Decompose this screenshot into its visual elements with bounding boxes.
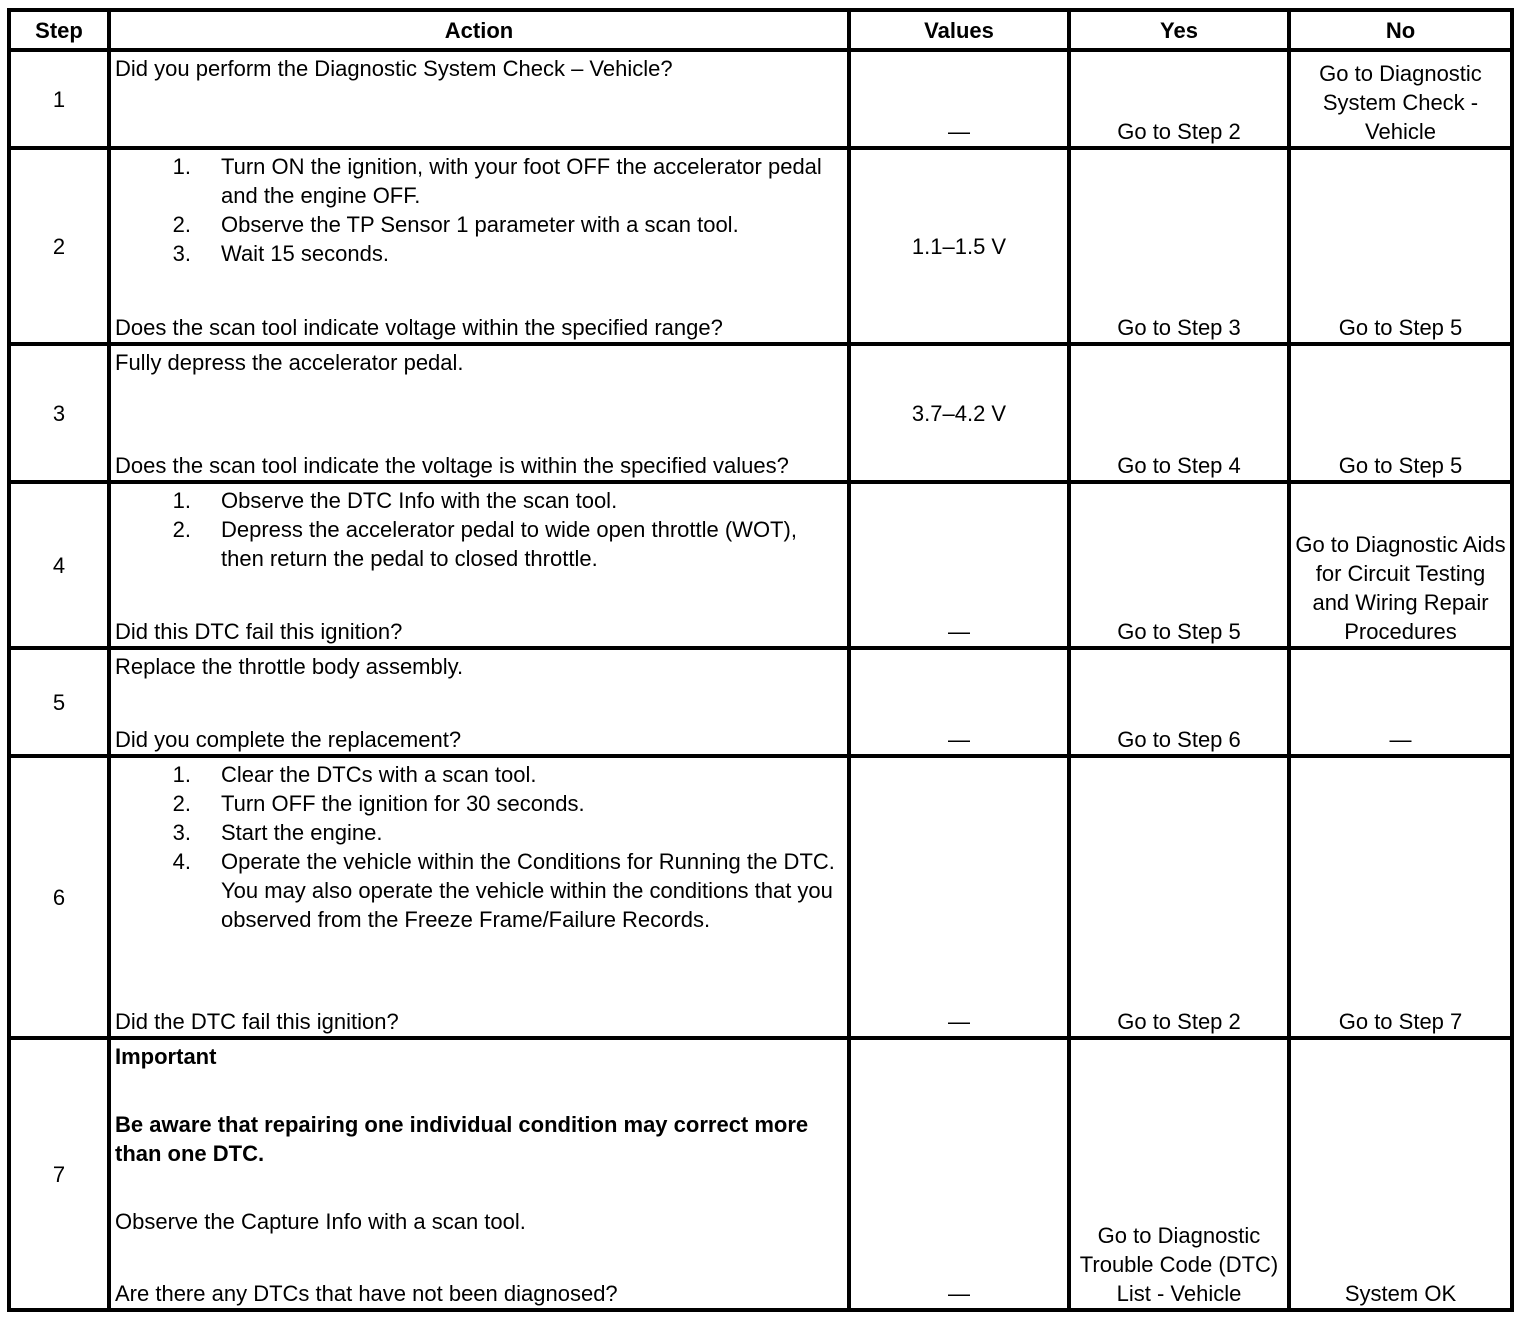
diagnostic-table bbox=[7, 8, 1514, 1312]
action-cell bbox=[109, 648, 849, 756]
action-text: Observe the Capture Info with a scan tool. bbox=[115, 1209, 526, 1234]
yes-cell: Go to Step 2 bbox=[1069, 50, 1289, 148]
table-row bbox=[9, 344, 1512, 482]
list-item: 1. Clear the DTCs with a scan tool. bbox=[172, 762, 537, 787]
no-cell: Go to Diagnostic Aids for Circuit Testing and Wiring Repair Procedures bbox=[1289, 482, 1512, 648]
no-cell: Go to Step 5 bbox=[1289, 148, 1512, 344]
value-cell: — bbox=[849, 648, 1069, 756]
header-action: Action bbox=[109, 10, 849, 50]
step-number: 7 bbox=[9, 1038, 109, 1310]
table-row bbox=[9, 756, 1512, 1038]
value-cell: — bbox=[849, 1038, 1069, 1310]
header-no: No bbox=[1289, 10, 1512, 50]
action-cell bbox=[109, 756, 849, 1038]
value-cell: — bbox=[849, 482, 1069, 648]
list-item: 3. Wait 15 seconds. bbox=[172, 241, 389, 266]
action-question: Are there any DTCs that have not been diagnosed? bbox=[115, 1281, 618, 1306]
action-question: Did this DTC fail this ignition? bbox=[115, 619, 403, 644]
important-heading: Important bbox=[115, 1044, 217, 1069]
table-row bbox=[9, 50, 1512, 148]
table-row bbox=[9, 648, 1512, 756]
action-text: Replace the throttle body assembly. bbox=[115, 654, 464, 679]
step-number: 3 bbox=[9, 344, 109, 482]
table-row bbox=[9, 148, 1512, 344]
list-item: 2. Depress the accelerator pedal to wide open throttle (WOT), then return the pedal to closed throttle. bbox=[172, 517, 797, 571]
action-cell bbox=[109, 482, 849, 648]
action-question: Did the DTC fail this ignition? bbox=[115, 1009, 399, 1034]
no-cell: System OK bbox=[1289, 1038, 1512, 1310]
header-values: Values bbox=[849, 10, 1069, 50]
yes-cell: Go to Step 6 bbox=[1069, 648, 1289, 756]
yes-cell: Go to Step 3 bbox=[1069, 148, 1289, 344]
value-cell: — bbox=[849, 50, 1069, 148]
header-yes: Yes bbox=[1069, 10, 1289, 50]
step-number: 6 bbox=[9, 756, 109, 1038]
list-item: 2. Turn OFF the ignition for 30 seconds. bbox=[172, 791, 585, 816]
table-row bbox=[9, 482, 1512, 648]
action-question: Did you complete the replacement? bbox=[115, 727, 462, 752]
list-item: 3. Start the engine. bbox=[172, 820, 383, 845]
value-cell: 3.7–4.2 V bbox=[849, 344, 1069, 482]
action-list bbox=[115, 486, 843, 573]
action-cell bbox=[109, 50, 849, 148]
no-cell: Go to Step 5 bbox=[1289, 344, 1512, 482]
action-list bbox=[115, 760, 843, 934]
step-number: 5 bbox=[9, 648, 109, 756]
yes-cell: Go to Step 2 bbox=[1069, 756, 1289, 1038]
action-question: Does the scan tool indicate voltage within the specified range? bbox=[115, 315, 723, 340]
step-number: 2 bbox=[9, 148, 109, 344]
step-number: 1 bbox=[9, 50, 109, 148]
action-cell bbox=[109, 344, 849, 482]
no-cell: — bbox=[1289, 648, 1512, 756]
header-row bbox=[9, 10, 1512, 50]
yes-cell: Go to Diagnostic Trouble Code (DTC) List - Vehicle bbox=[1069, 1038, 1289, 1310]
table-row bbox=[9, 1038, 1512, 1310]
action-cell bbox=[109, 148, 849, 344]
value-cell: — bbox=[849, 756, 1069, 1038]
no-cell: Go to Step 7 bbox=[1289, 756, 1512, 1038]
no-cell: Go to Diagnostic System Check - Vehicle bbox=[1289, 50, 1512, 148]
action-question: Does the scan tool indicate the voltage is within the specified values? bbox=[115, 453, 789, 478]
list-item: 1. Observe the DTC Info with the scan tool. bbox=[172, 488, 618, 513]
value-cell: 1.1–1.5 V bbox=[849, 148, 1069, 344]
yes-cell: Go to Step 4 bbox=[1069, 344, 1289, 482]
list-item: 2. Observe the TP Sensor 1 parameter with a scan tool. bbox=[172, 212, 739, 237]
header-step: Step bbox=[9, 10, 109, 50]
important-text: Be aware that repairing one individual condition may correct more than one DTC. bbox=[115, 1112, 809, 1166]
action-text: Fully depress the accelerator pedal. bbox=[115, 350, 464, 375]
action-question: Did you perform the Diagnostic System Check – Vehicle? bbox=[115, 56, 673, 81]
yes-cell: Go to Step 5 bbox=[1069, 482, 1289, 648]
step-number: 4 bbox=[9, 482, 109, 648]
action-list bbox=[115, 152, 843, 268]
list-item: 1. Turn ON the ignition, with your foot OFF the accelerator pedal and the engine OFF. bbox=[172, 154, 822, 208]
list-item: 4. Operate the vehicle within the Conditions for Running the DTC. You may also operate the vehicle within the conditions that you observed from the Freeze Frame/Failure Records. bbox=[172, 849, 835, 932]
action-cell bbox=[109, 1038, 849, 1310]
